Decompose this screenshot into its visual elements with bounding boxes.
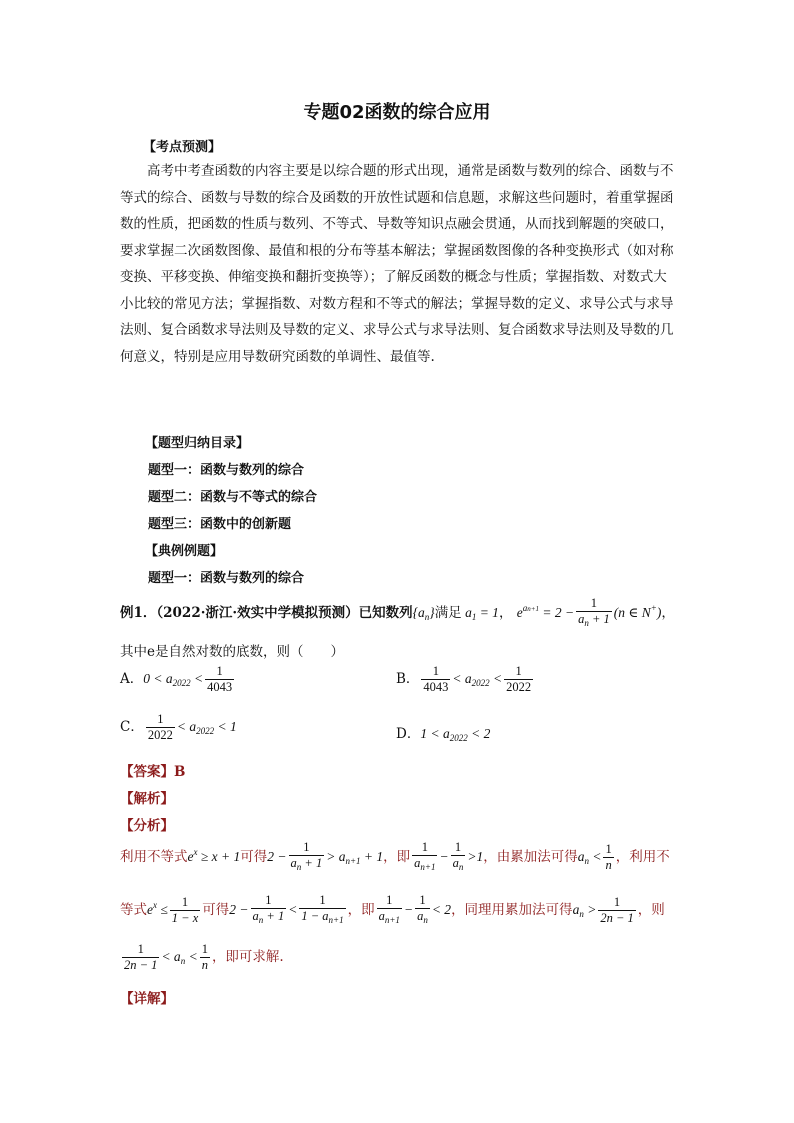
example-cond-mid: 满足: [434, 605, 462, 621]
analysis-text-1e: ，利用不: [615, 849, 670, 865]
analysis-line-3: $\frac{1}{2n - 1}$ < $a_n$ < $\frac{1}{n}$ ，即可求解.: [124, 942, 284, 972]
option-d[interactable]: D．$1 < a_{2022} < 2$: [396, 726, 491, 743]
section-dianli: 【典例例题】: [145, 544, 224, 559]
option-c-label: C．: [120, 719, 144, 735]
analysis-text-1b: 可得: [240, 849, 268, 865]
section-kaodian: 【考点预测】: [143, 140, 222, 155]
analysis-text-3a: ，即可求解.: [211, 949, 284, 965]
option-a-label: A．: [120, 671, 144, 687]
analysis-text-2d: ，同理用累加法可得: [451, 902, 573, 918]
type-item-2: 题型二：函数与不等式的综合: [148, 490, 318, 505]
option-c[interactable]: C． $\frac{1}{2022}$ < $a_{2022} < 1$: [120, 712, 237, 742]
type-item-3: 题型三：函数中的创新题: [148, 517, 292, 532]
example-label: 例1．（2022·浙江·效实中学模拟预测）已知数列: [120, 605, 413, 621]
page-title: 专题02函数的综合应用: [303, 102, 491, 123]
intro-paragraph: [120, 158, 680, 370]
analysis-line-2: 等式$e^x$ ≤ $\frac{1}{1 - x}$ 可得2 − $\frac{1}{a_n + 1}$ < $\frac{1}{1 - a_{n+1}}$ ，即 $\frac{1}{a_{n+1}}$ − $\frac{1}{a_n}$ < 2，同理用累加法可得$a_n$ > $\frac{1}{2n - 1}$ ，则: [120, 893, 665, 925]
analysis-text-2a: 等式: [120, 902, 147, 918]
intro-text: 高考中考查函数的内容主要是以综合题的形式出现，通常是函数与数列的综合、函数与不等式的综合、函数与导数的综合及函数的开放性试题和信息题，求解这些问题时，着重掌握函数的性质，把函数的性质与数列、不等式、导数等知识点融会贯通，从而找到解题的突破口，要求掌握二次函数图像、最值和根的分布等基本解法；掌握函数图像的各种变换形式（如对称变换、平移变换、伸缩变换和翻折变换等）；了解反函数的概念与性质；掌握指数、对数式大小比较的常见方法；掌握指数、对数方程和不等式的解法；掌握导数的定义、求导公式与求导法则、复合函数求导法则及导数的定义、求导公式与求导法则、复合函数求导法则及导数的几何意义，特别是应用导数研究函数的单调性、最值等.: [120, 163, 674, 365]
option-b[interactable]: B． $\frac{1}{4043}$ < $a_{2022}$ < $\frac{1}{2022}$: [396, 664, 532, 694]
analysis-text-2b: 可得: [202, 902, 230, 918]
type-item-1: 题型一：函数与数列的综合: [148, 463, 305, 478]
analysis-text-1c: ，即: [383, 849, 411, 865]
answer: 【答案】B: [120, 764, 186, 780]
option-b-label: B．: [396, 671, 420, 687]
fenxi-heading: 【分析】: [120, 818, 174, 834]
analysis-text-2c: ，即: [347, 902, 375, 918]
type-one-heading: 题型一：函数与数列的综合: [148, 571, 305, 586]
section-tixing: 【题型归纳目录】: [145, 436, 250, 451]
analysis-text-1d: ，由累加法可得: [483, 849, 578, 865]
analysis-text-1a: 利用不等式: [120, 849, 188, 865]
example-line-2: 其中e是自然对数的底数，则（ ）: [120, 644, 344, 660]
jiexi-heading: 【解析】: [120, 791, 174, 807]
option-a[interactable]: A．$0 < a_{2022}$ < $\frac{1}{4043}$: [120, 664, 233, 694]
analysis-line-1: 利用不等式$e^x \ge x + 1$可得2 − $\frac{1}{a_n + 1}$ > $a_{n+1} + 1$，即 $\frac{1}{a_{n+1}}$ − $\frac{1}{a_n}$ >1，由累加法可得$a_n$ < $\frac{1}{n}$ ，利用不: [120, 840, 670, 872]
xiangjie-heading: 【详解】: [120, 991, 174, 1007]
example-line-1: 例1．（2022·浙江·效实中学模拟预测）已知数列$\{a_n\}$满足 $a_1 = 1$， $e^{an+1} = 2$ − $\frac{1}{a_n + 1}$ (n ∈ N+)，: [120, 596, 675, 628]
option-d-label: D．: [396, 726, 421, 742]
analysis-text-2e: ，则: [637, 902, 665, 918]
